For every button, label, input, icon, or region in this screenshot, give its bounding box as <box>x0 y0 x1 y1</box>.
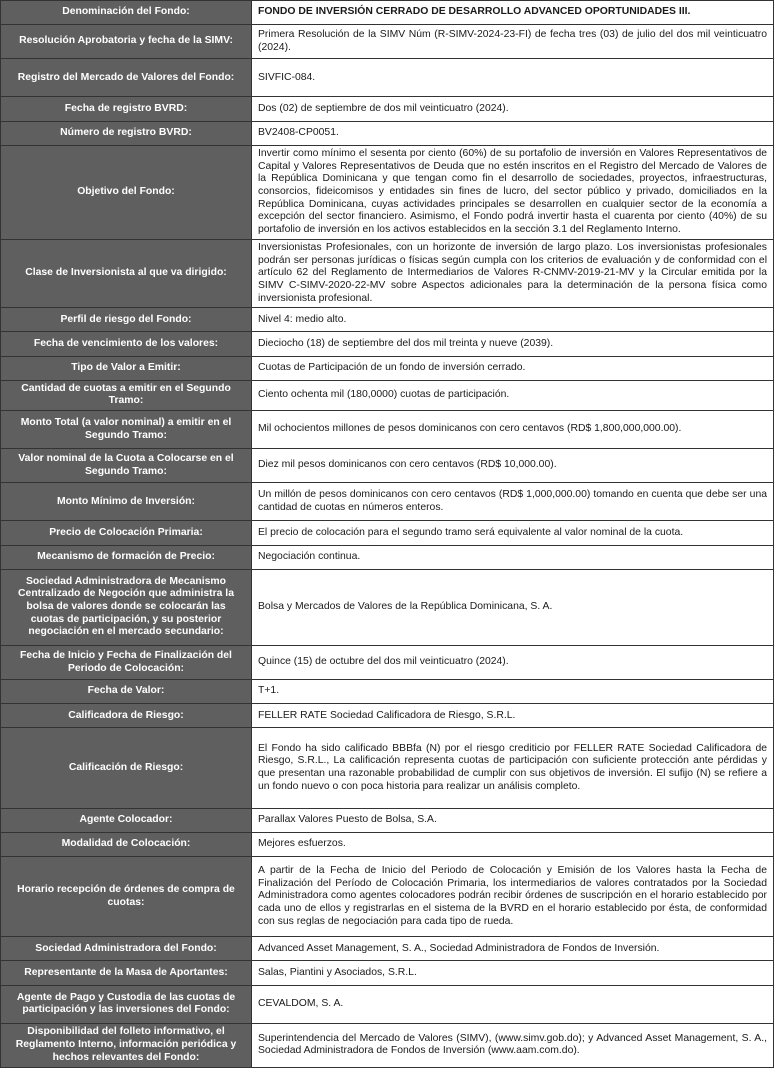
field-label: Objetivo del Fondo: <box>1 145 252 239</box>
table-row <box>1 545 774 569</box>
field-value: El precio de colocación para el segundo tramo será equivalente al valor nominal de la cuota. <box>252 521 774 545</box>
field-value: Diez mil pesos dominicanos con cero centavos (RD$ 10,000.00). <box>252 449 774 483</box>
field-label: Clase de Inversionista al que va dirigido: <box>1 240 252 308</box>
field-label: Calificación de Riesgo: <box>1 728 252 808</box>
field-label: Fecha de Inicio y Fecha de Finalización del Periodo de Colocación: <box>1 646 252 680</box>
field-value: Cuotas de Participación de un fondo de inversión cerrado. <box>252 356 774 380</box>
field-value: Bolsa y Mercados de Valores de la República Dominicana, S. A. <box>252 569 774 645</box>
field-value: Parallax Valores Puesto de Bolsa, S.A. <box>252 808 774 832</box>
table-row <box>1 332 774 356</box>
table-row <box>1 832 774 856</box>
field-label: Registro del Mercado de Valores del Fondo: <box>1 59 252 97</box>
table-row <box>1 356 774 380</box>
field-value: FONDO DE INVERSIÓN CERRADO DE DESARROLLO ADVANCED OPORTUNIDADES III. <box>252 1 774 25</box>
field-label: Fecha de vencimiento de los valores: <box>1 332 252 356</box>
field-label: Agente de Pago y Custodia de las cuotas de participación y las inversiones del Fondo: <box>1 985 252 1023</box>
table-row <box>1 728 774 808</box>
field-label: Denominación del Fondo: <box>1 1 252 25</box>
field-label: Resolución Aprobatoria y fecha de la SIMV: <box>1 25 252 59</box>
field-value: Mejores esfuerzos. <box>252 832 774 856</box>
table-row <box>1 937 774 961</box>
field-value: A partir de la Fecha de Inicio del Periodo de Colocación y Emisión de los Valores hasta la Fecha de Finalización del Período de Colocación Primaria, los intermediarios de valores contratados por la Sociedad Administradora como agentes colocadores podrán recibir órdenes de suscripción en el horario establecido por cada uno de ellos y registrarlas en el sistema de la BVRD en el horario establecido por ésta, de conformidad con sus reglas de negociación para cada tipo de rueda. <box>252 856 774 936</box>
table-body <box>1 1 774 1068</box>
field-value: CEVALDOM, S. A. <box>252 985 774 1023</box>
table-row <box>1 240 774 308</box>
table-row <box>1 521 774 545</box>
field-label: Monto Total (a valor nominal) a emitir en el Segundo Tramo: <box>1 410 252 448</box>
field-value: Advanced Asset Management, S. A., Sociedad Administradora de Fondos de Inversión. <box>252 937 774 961</box>
field-label: Valor nominal de la Cuota a Colocarse en el Segundo Tramo: <box>1 449 252 483</box>
field-value: T+1. <box>252 680 774 704</box>
field-value: Ciento ochenta mil (180,0000) cuotas de participación. <box>252 380 774 410</box>
table-row <box>1 569 774 645</box>
field-value: SIVFIC-084. <box>252 59 774 97</box>
field-label: Perfil de riesgo del Fondo: <box>1 308 252 332</box>
field-label: Modalidad de Colocación: <box>1 832 252 856</box>
table-row <box>1 145 774 239</box>
field-label: Sociedad Administradora de Mecanismo Centralizado de Negoción que administra la bolsa de valores donde se colocarán las cuotas de participación, y su posterior negociación en el mercado secundario: <box>1 569 252 645</box>
field-label: Agente Colocador: <box>1 808 252 832</box>
table-row <box>1 308 774 332</box>
field-label: Fecha de registro BVRD: <box>1 97 252 121</box>
table-row <box>1 808 774 832</box>
table-row <box>1 985 774 1023</box>
field-label: Mecanismo de formación de Precio: <box>1 545 252 569</box>
field-label: Precio de Colocación Primaria: <box>1 521 252 545</box>
field-label: Número de registro BVRD: <box>1 121 252 145</box>
field-value: Dos (02) de septiembre de dos mil veinticuatro (2024). <box>252 97 774 121</box>
field-label: Monto Mínimo de Inversión: <box>1 483 252 521</box>
table-row <box>1 25 774 59</box>
field-value: Dieciocho (18) de septiembre del dos mil treinta y nueve (2039). <box>252 332 774 356</box>
table-row <box>1 380 774 410</box>
field-label: Sociedad Administradora del Fondo: <box>1 937 252 961</box>
field-value: Invertir como mínimo el sesenta por ciento (60%) de su portafolio de inversión en Valores Representativos de Capital y Valores Representativos de Deuda que no estén inscritos en el Registro del Mercado de Valores de la República Dominicana y que tengan como fin el desarrollo de sociedades, proyectos, infraestructuras, consorcios, fideicomisos y entidades sin fines de lucro, del sector público y privado, domiciliados en la República Dominicana, cuyas actividades principales se desarrollen en cualquier sector de la economía a excepción del sector financiero. Asimismo, el Fondo podrá invertir hasta el cuarenta por ciento (40%) de su portafolio de inversión en los activos establecidos en la sección 3.1 del Reglamento Interno. <box>252 145 774 239</box>
table-row <box>1 856 774 936</box>
field-label: Tipo de Valor a Emitir: <box>1 356 252 380</box>
field-value: Nivel 4: medio alto. <box>252 308 774 332</box>
table-row <box>1 646 774 680</box>
field-value: Quince (15) de octubre del dos mil veinticuatro (2024). <box>252 646 774 680</box>
field-value: Primera Resolución de la SIMV Núm (R-SIMV-2024-23-FI) de fecha tres (03) de julio del dos mil veinticuatro (2024). <box>252 25 774 59</box>
table-row <box>1 961 774 985</box>
field-value: BV2408-CP0051. <box>252 121 774 145</box>
field-value: Mil ochocientos millones de pesos dominicanos con cero centavos (RD$ 1,800,000,000.00). <box>252 410 774 448</box>
table-row <box>1 410 774 448</box>
field-value: FELLER RATE Sociedad Calificadora de Riesgo, S.R.L. <box>252 704 774 728</box>
table-row <box>1 121 774 145</box>
table-row <box>1 1 774 25</box>
field-value: Un millón de pesos dominicanos con cero centavos (RD$ 1,000,000.00) tomando en cuenta que debe ser una cantidad de cuotas en números enteros. <box>252 483 774 521</box>
table-row <box>1 680 774 704</box>
table-row <box>1 449 774 483</box>
field-label: Calificadora de Riesgo: <box>1 704 252 728</box>
table-row <box>1 1023 774 1067</box>
table-row <box>1 59 774 97</box>
field-label: Cantidad de cuotas a emitir en el Segundo Tramo: <box>1 380 252 410</box>
field-value: Inversionistas Profesionales, con un horizonte de inversión de largo plazo. Los inversionistas profesionales podrán ser personas jurídicas o físicas según cumpla con los criterios de evaluación y de conformidad con el artículo 62 del Reglamento de Intermediarios de Valores R-CNMV-2019-21-MV y la Circular emitida por la SIMV C-SIMV-2020-22-MV sobre Aspectos adicionales para la determinación de la persona física como inversionista profesional. <box>252 240 774 308</box>
field-value: Salas, Piantini y Asociados, S.R.L. <box>252 961 774 985</box>
field-value: Negociación continua. <box>252 545 774 569</box>
table-row <box>1 97 774 121</box>
field-value: El Fondo ha sido calificado BBBfa (N) por el riesgo crediticio por FELLER RATE Sociedad Calificadora de Riesgo, S.R.L., La calificación representa cuotas de participación con suficiente protección ante pérdidas y que presentan una razonable probabilidad de cumplir con sus objetivos de inversión. El sufijo (N) se refiere a un fondo nuevo o con poca historia para realizar un análisis completo. <box>252 728 774 808</box>
table-row <box>1 483 774 521</box>
field-label: Fecha de Valor: <box>1 680 252 704</box>
field-label: Disponibilidad del folleto informativo, el Reglamento Interno, información periódica y hechos relevantes del Fondo: <box>1 1023 252 1067</box>
table-row <box>1 704 774 728</box>
field-value: Superintendencia del Mercado de Valores (SIMV), (www.simv.gob.do); y Advanced Asset Management, S. A., Sociedad Administradora de Fondos de Inversión (www.aam.com.do). <box>252 1023 774 1067</box>
field-label: Horario recepción de órdenes de compra de cuotas: <box>1 856 252 936</box>
field-label: Representante de la Masa de Aportantes: <box>1 961 252 985</box>
